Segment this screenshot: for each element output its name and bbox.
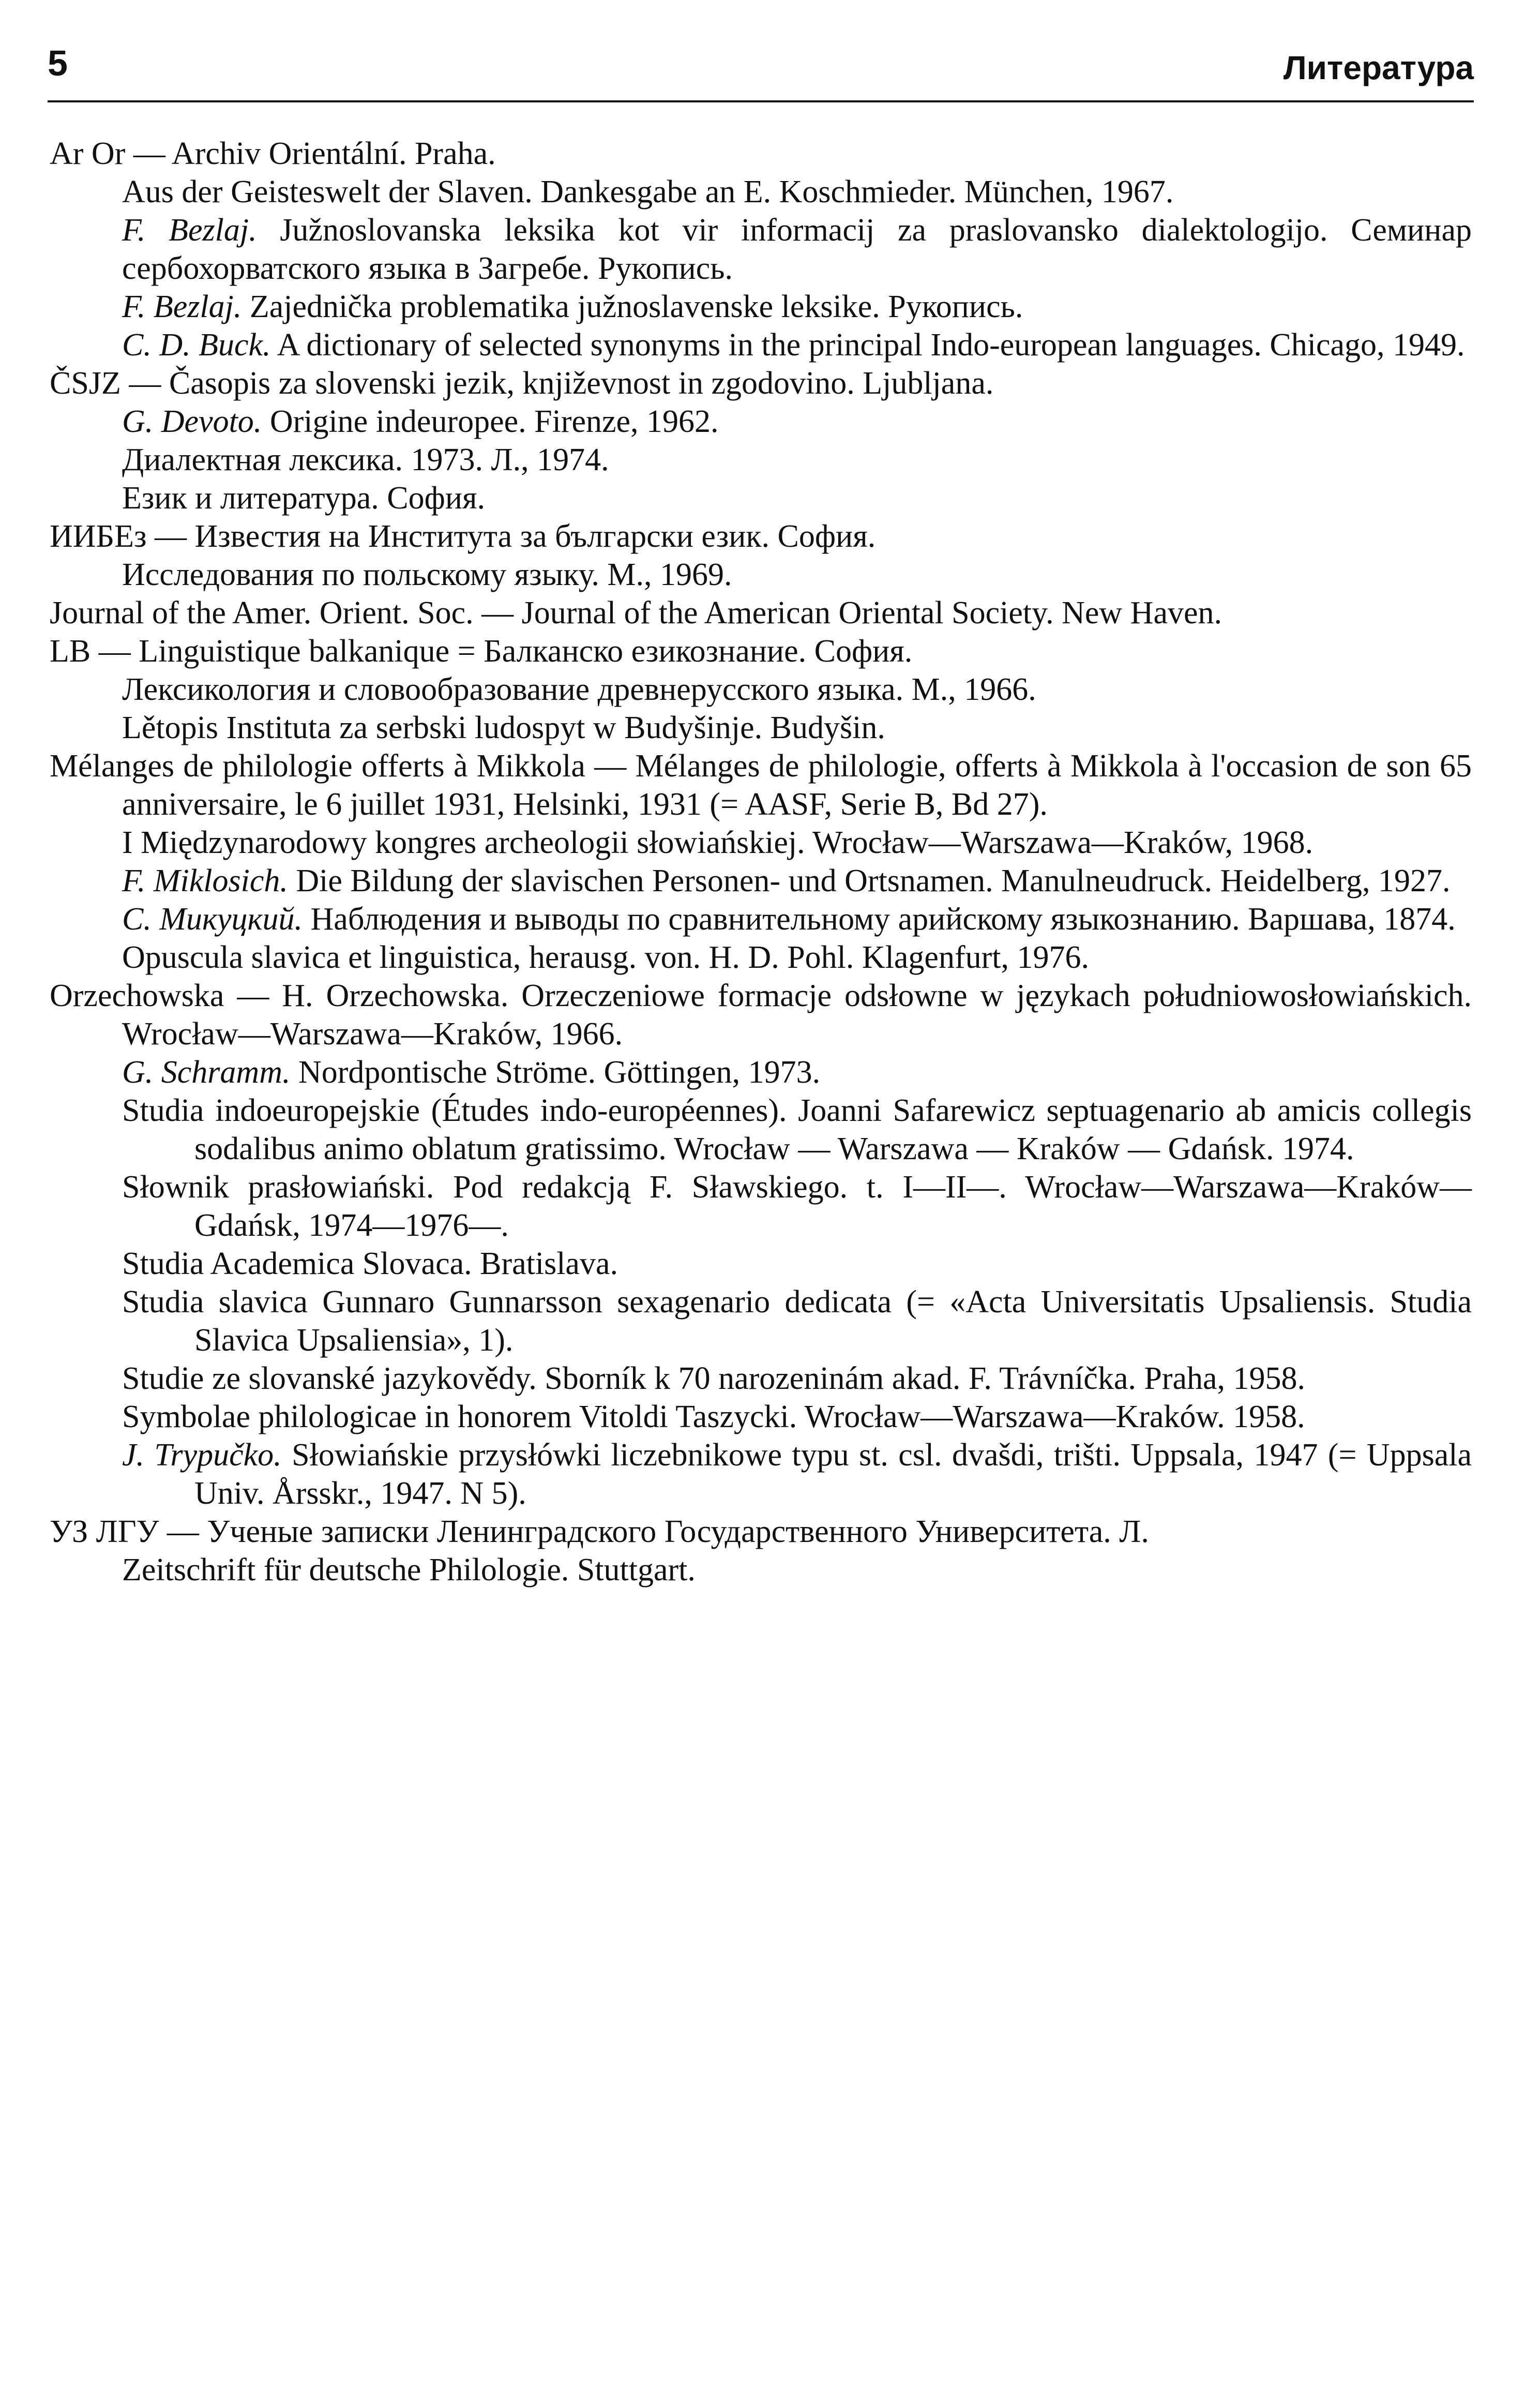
entry-text: Orzechowska — H. Orzechowska. Orzeczeniowe formacje odsłowne w językach południowosłowiańskich. Wrocław—Warszawa—Kraków, 1966. — [50, 978, 1472, 1052]
bibliography-entry — [50, 1091, 1472, 1168]
entry-text: Lětopis Instituta za serbski ludospyt w Budyšinje. Budyšin. — [122, 710, 885, 745]
entry-text: Južnoslovanska leksika kot vir informacij za praslovansko dialektologijo. Семинар сербохорватского языка в Загребе. Рукопись. — [122, 213, 1472, 286]
bibliography-entry — [50, 288, 1472, 326]
entry-author: J. Trypučko. — [122, 1437, 282, 1473]
entry-text: LB — Linguistique balkanique = Балканско езикознание. София. — [50, 634, 913, 669]
entry-text: Диалектная лексика. 1973. Л., 1974. — [122, 442, 609, 477]
entry-text: Zajednička problematika južnoslavenske leksike. Рукопись. — [249, 289, 1023, 324]
bibliography-entry — [50, 1398, 1472, 1436]
running-title: Литература — [1283, 49, 1474, 86]
entry-text: Aus der Geisteswelt der Slaven. Dankesgabe an E. Koschmieder. München, 1967. — [122, 174, 1174, 209]
entry-text: Słowiańskie przysłówki liczebnikowe typu st. csl. dvašdi, trišti. Uppsala, 1947 (= Uppsala Univ. Årsskr., 1947. N 5). — [194, 1437, 1472, 1511]
entry-text: Opuscula slavica et linguistica, herausg. von. H. D. Pohl. Klagenfurt, 1976. — [122, 940, 1089, 975]
entry-text: A dictionary of selected synonyms in the principal Indo-european languages. Chicago, 1949. — [277, 327, 1465, 363]
entry-text: Zeitschrift für deutsche Philologie. Stuttgart. — [122, 1552, 696, 1588]
entry-text: Die Bildung der slavischen Personen- und Ortsnamen. Manulneudruck. Heidelberg, 1927. — [296, 863, 1451, 899]
entry-text: Наблюдения и выводы по сравнительному арийскому языкознанию. Варшава, 1874. — [310, 902, 1456, 937]
bibliography-entry — [50, 1168, 1472, 1245]
bibliography-entry — [50, 670, 1472, 709]
bibliography-entry — [50, 823, 1472, 862]
entry-author: F. Miklosich. — [122, 863, 288, 899]
bibliography-entry — [50, 556, 1472, 594]
entry-text: Ar Or — Archiv Orientální. Praha. — [50, 136, 496, 171]
bibliography-entry — [50, 326, 1472, 364]
bibliography-entry — [50, 1283, 1472, 1359]
page-number: 5 — [48, 43, 68, 83]
entry-text: Studie ze slovanské jazykovědy. Sborník k 70 narozeninám akad. F. Trávníčka. Praha, 1958. — [122, 1361, 1306, 1396]
bibliography-entry — [50, 1245, 1472, 1283]
entry-text: I Międzynarodowy kongres archeologii słowiańskiej. Wrocław—Warszawa—Kraków, 1968. — [122, 825, 1313, 860]
bibliography-entry — [50, 173, 1472, 211]
bibliography-entry — [50, 594, 1472, 632]
entry-author: C. D. Buck. — [122, 327, 271, 363]
entry-author: G. Schramm. — [122, 1055, 291, 1090]
entry-text: Symbolae philologicae in honorem Vitoldi Taszycki. Wrocław—Warszawa—Kraków. 1958. — [122, 1399, 1305, 1434]
entry-text: УЗ ЛГУ — Ученые записки Ленинградского Государственного Университета. Л. — [50, 1514, 1149, 1549]
bibliography-entry — [50, 1551, 1472, 1589]
bibliography-entry — [50, 517, 1472, 556]
header-rule — [48, 100, 1474, 102]
page-header — [48, 31, 1474, 109]
bibliography-entry — [50, 402, 1472, 441]
bibliography-entry — [50, 900, 1472, 938]
entry-text: Studia Academica Slovaca. Bratislava. — [122, 1246, 618, 1281]
bibliography-entry — [50, 632, 1472, 670]
entry-text: Studia indoeuropejskie (Études indo-européennes). Joanni Safarewicz septuagenario ab amicis collegis sodalibus animo oblatum gratissimo. Wrocław — Warszawa — Kraków — Gdańsk. 1974. — [122, 1093, 1472, 1166]
bibliography-entry — [50, 134, 1472, 173]
bibliography-entry — [50, 1359, 1472, 1398]
entry-text: Studia slavica Gunnaro Gunnarsson sexagenario dedicata (= «Acta Universitatis Upsaliensis. Studia Slavica Upsaliensia», 1). — [122, 1284, 1472, 1358]
entry-author: F. Bezlaj. — [122, 213, 257, 248]
entry-text: ČSJZ — Časopis za slovenski jezik, književnost in zgodovino. Ljubljana. — [50, 366, 994, 401]
bibliography-entry — [50, 747, 1472, 823]
bibliography-entry — [50, 1513, 1472, 1551]
bibliography-entry — [50, 1436, 1472, 1513]
bibliography-entry — [50, 479, 1472, 517]
entry-text: Лексикология и словообразование древнерусского языка. М., 1966. — [122, 672, 1036, 707]
bibliography-entry — [50, 977, 1472, 1053]
entry-text: Origine indeuropee. Firenze, 1962. — [269, 404, 719, 439]
entry-text: Journal of the Amer. Orient. Soc. — Journal of the American Oriental Society. New Haven. — [50, 595, 1222, 631]
entry-author: C. Микуцкий. — [122, 902, 303, 937]
entry-text: Исследования по польскому языку. М., 1969. — [122, 557, 732, 592]
bibliography-list — [50, 134, 1472, 1589]
entry-text: Mélanges de philologie offerts à Mikkola — Mélanges de philologie, offerts à Mikkola à l'occasion de son 65 anniversaire, le 6 juillet 1931, Helsinki, 1931 (= AASF, Serie B, Bd 27). — [50, 748, 1472, 822]
entry-text: ИИБЕз — Известия на Института за български език. София. — [50, 519, 876, 554]
entry-author: G. Devoto. — [122, 404, 262, 439]
bibliography-entry — [50, 862, 1472, 900]
entry-text: Słownik prasłowiański. Pod redakcją F. Sławskiego. t. I—II—. Wrocław—Warszawa—Kraków—Gdańsk, 1974—1976—. — [122, 1170, 1472, 1243]
bibliography-entry — [50, 441, 1472, 479]
bibliography-entry — [50, 364, 1472, 402]
entry-text: Език и литература. София. — [122, 481, 486, 516]
entry-author: F. Bezlaj. — [122, 289, 242, 324]
bibliography-entry — [50, 938, 1472, 977]
bibliography-entry — [50, 211, 1472, 288]
bibliography-entry — [50, 1053, 1472, 1091]
entry-text: Nordpontische Ströme. Göttingen, 1973. — [298, 1055, 821, 1090]
bibliography-entry — [50, 709, 1472, 747]
